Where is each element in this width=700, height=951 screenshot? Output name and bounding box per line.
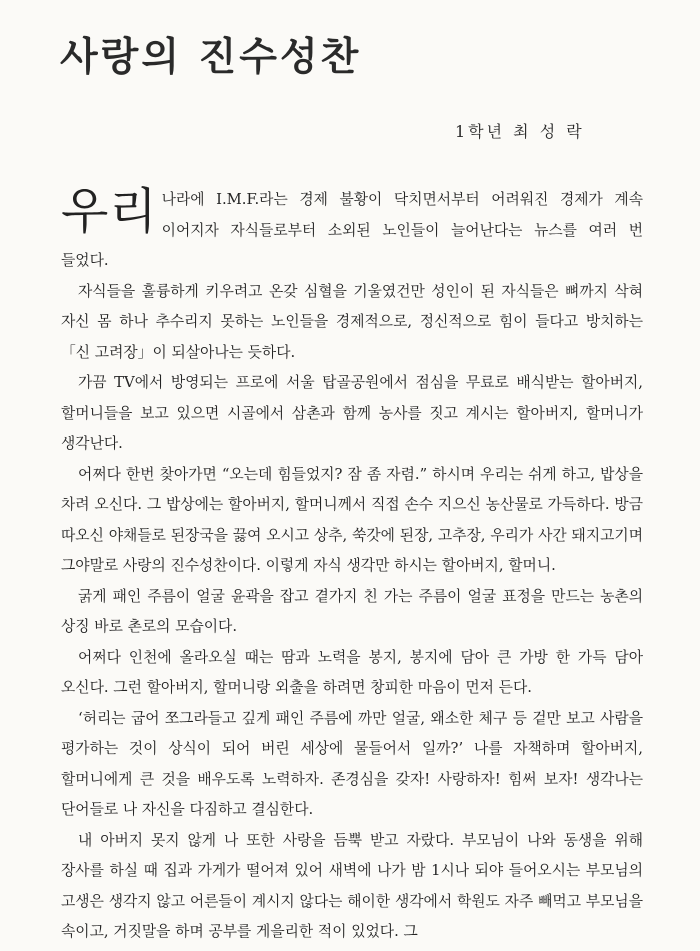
paragraph: 내 아버지 못지 않게 나 또한 사랑을 듬뿍 받고 자랐다. 부모님이 나와 동생을 위해 장사를 하실 때 집과 가게가 떨어져 있어 새벽에 나가 밤 1시나 되야 들어오시는 부모님의 고생은 생각지 않고 어른들이 계시지 않다는 해이한 생각에서 학원도 자주 빼먹고 부모님을 속이고, 거짓말을 하며 공부를 게을리한 적이 있었다. 그	[61, 831, 643, 940]
drop-cap: 우리	[61, 183, 158, 240]
paragraph-text: 나라에 I.M.F.라는 경제 불황이 닥치면서부터 어려워진 경제가 계속 이어지자 자식들로부터 소외된 노인들이 늘어난다는 뉴스를 여러 번 들었다.	[61, 191, 643, 269]
paragraph: 굵게 패인 주름이 얼굴 윤곽을 잡고 곁가지 친 가는 주름이 얼굴 표정을 만드는 농촌의 상징 바로 촌로의 모습이다.	[61, 587, 643, 635]
article-body	[61, 185, 643, 948]
author-byline: 1학년 최 성 락	[455, 122, 585, 141]
paragraph: 어쩌다 한번 찾아가면 “오는데 힘들었지? 잠 좀 자렴.” 하시며 우리는 쉬게 하고, 밥상을 차려 오신다. 그 밥상에는 할아버지, 할머니께서 직접 손수 지으신 농산물로 가득하다. 방금 따오신 야채들로 된장국을 끓여 오시고 상추, 쑥갓에 된장, 고추장, 우리가 사간 돼지고기며 그야말로 사랑의 진수성찬이다. 이렇게 자식 생각만 하시는 할아버지, 할머니.	[61, 465, 643, 574]
paragraph: 가끔 TV에서 방영되는 프로에 서울 탑골공원에서 점심을 무료로 배식받는 할아버지, 할머니들을 보고 있으면 시골에서 삼촌과 함께 농사를 짓고 계시는 할아버지, 할머니가 생각난다.	[61, 374, 643, 452]
paragraph: 자식들을 훌륭하게 키우려고 온갖 심혈을 기울였건만 성인이 된 자식들은 뼈까지 삭혀 자신 몸 하나 추수리지 못하는 노인들을 경제적으로, 정신적으로 힘이 들다고 방치하는 「신 고려장」이 되살아나는 듯하다.	[61, 282, 643, 361]
paragraph: 어쩌다 인천에 올라오실 때는 땀과 노력을 봉지, 봉지에 담아 큰 가방 한 가득 담아 오신다. 그런 할아버지, 할머니랑 외출을 하려면 창피한 마음이 먼저 든다.	[61, 648, 643, 696]
paragraph: ‘허리는 굽어 쪼그라들고 깊게 패인 주름에 까만 얼굴, 왜소한 체구 등 겉만 보고 사람을 평가하는 것이 상식이 되어 버린 세상에 물들어서 일까?’ 나를 자책하며 할아버지, 할머니에게 큰 것을 배우도록 노력하자. 존경심을 갖자! 사랑하자! 힘써 보자! 생각나는 단어들로 나 자신을 다짐하고 결심한다.	[61, 709, 643, 818]
page-title: 사랑의 진수성찬	[60, 35, 362, 80]
paragraph	[61, 185, 643, 277]
